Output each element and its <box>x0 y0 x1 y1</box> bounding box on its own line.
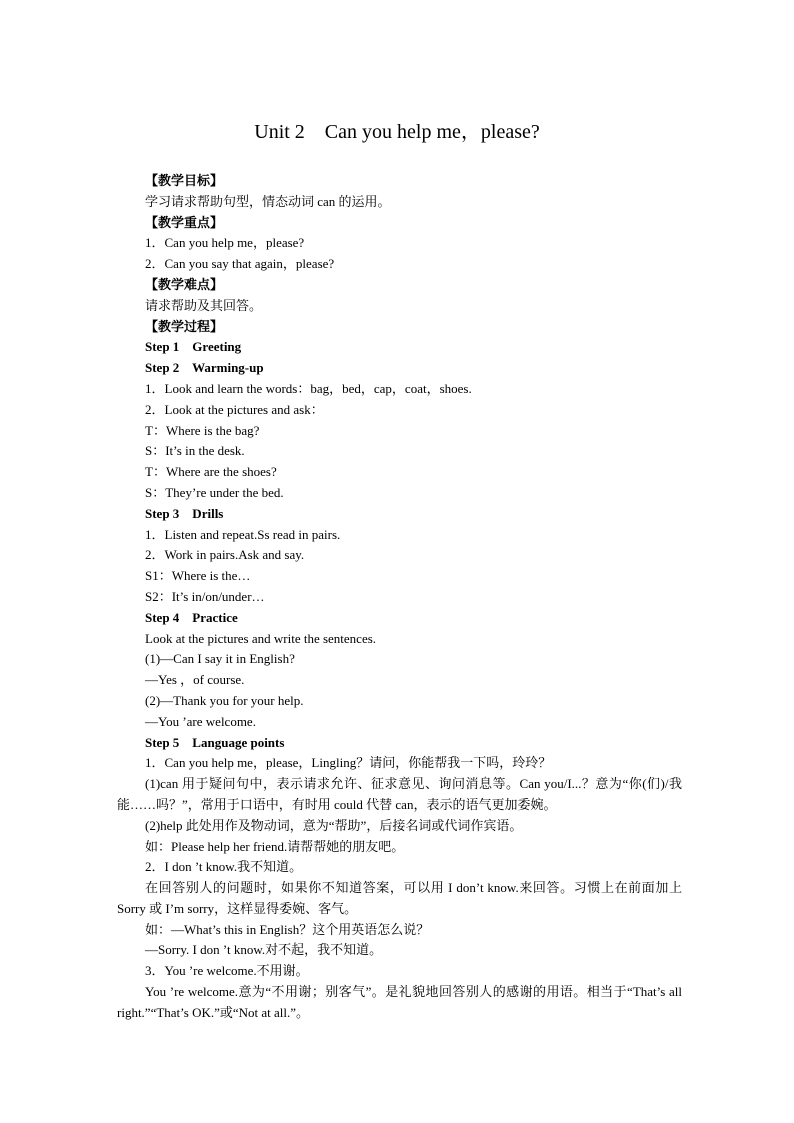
text-line: S1：Where is the… <box>145 568 251 584</box>
text-line: 在回答别人的问题时，如果你不知道答案，可以用 I don’t know.来回答。习惯上在前面加上 Sorry 或 I’m sorry，这样显得委婉、客气。 <box>117 880 682 916</box>
text-line: 如：—What’s this in English？这个用英语怎么说？ <box>145 921 430 937</box>
text-line: 学习请求帮助句型，情态动词 can 的运用。 <box>145 193 391 209</box>
text-line: 请求帮助及其回答。 <box>145 297 263 313</box>
text-line: 3．You ’re welcome.不用谢。 <box>145 963 309 979</box>
text-line: T：Where is the bag? <box>145 422 260 438</box>
section-heading: Step 3 Drills <box>145 505 224 521</box>
section-heading: Step 2 Warming-up <box>145 360 264 376</box>
text-line: —Yes ，of course. <box>145 672 245 688</box>
text-line: 1．Can you help me，please? <box>145 235 305 251</box>
text-line: 1．Listen and repeat.Ss read in pairs. <box>145 526 341 542</box>
section-heading: 【教学难点】 <box>145 276 224 292</box>
text-line: (1)can 用于疑问句中，表示请求允许、征求意见、询问消息等。Can you/I...？意为“你(们)/我能……吗？”，常用于口语中，有时用 could 代替 can，表示的语气更加委婉。 <box>117 776 682 812</box>
text-line: S：They’re under the bed. <box>145 484 284 500</box>
text-line: (2)—Thank you for your help. <box>145 692 304 708</box>
text-line: (1)—Can I say it in English? <box>145 651 295 667</box>
text-line: (2)help 此处用作及物动词，意为“帮助”，后接名词或代词作宾语。 <box>145 817 523 833</box>
text-line: T：Where are the shoes? <box>145 464 277 480</box>
section-heading: Step 5 Language points <box>145 734 285 750</box>
section-heading: 【教学目标】 <box>145 173 224 188</box>
text-line: 如：Please help her friend.请帮帮她的朋友吧。 <box>145 838 405 854</box>
text-line: 2．Work in pairs.Ask and say. <box>145 547 305 563</box>
document-body <box>117 171 682 1024</box>
text-line: Look at the pictures and write the sentences. <box>145 630 377 646</box>
section-heading: 【教学过程】 <box>145 318 224 334</box>
section-heading: Step 4 Practice <box>145 609 238 625</box>
text-line: S2：It’s in/on/under… <box>145 588 265 604</box>
text-line: 2．Can you say that again，please? <box>145 256 335 272</box>
section-heading: Step 1 Greeting <box>145 339 242 355</box>
text-line: —You ’are welcome. <box>145 713 256 729</box>
text-line: S：It’s in the desk. <box>145 443 245 459</box>
section-heading: 【教学重点】 <box>145 214 224 230</box>
text-line: You ’re welcome.意为“不用谢；别客气”。是礼貌地回答别人的感谢的用语。相当于“That’s all right.”“That’s OK.”或“Not at all.”。 <box>117 984 682 1020</box>
text-line: 2．Look at the pictures and ask： <box>145 401 324 417</box>
page-title: Unit 2 Can you help me，please? <box>254 121 540 143</box>
text-line: —Sorry. I don ’t know.对不起，我不知道。 <box>145 942 383 958</box>
text-line: 1．Look and learn the words：bag，bed，cap，coat，shoes. <box>145 380 472 396</box>
text-line: 1．Can you help me，please，Lingling？请问，你能帮我一下吗，玲玲？ <box>145 755 552 771</box>
text-line: 2．I don ’t know.我不知道。 <box>145 859 303 875</box>
